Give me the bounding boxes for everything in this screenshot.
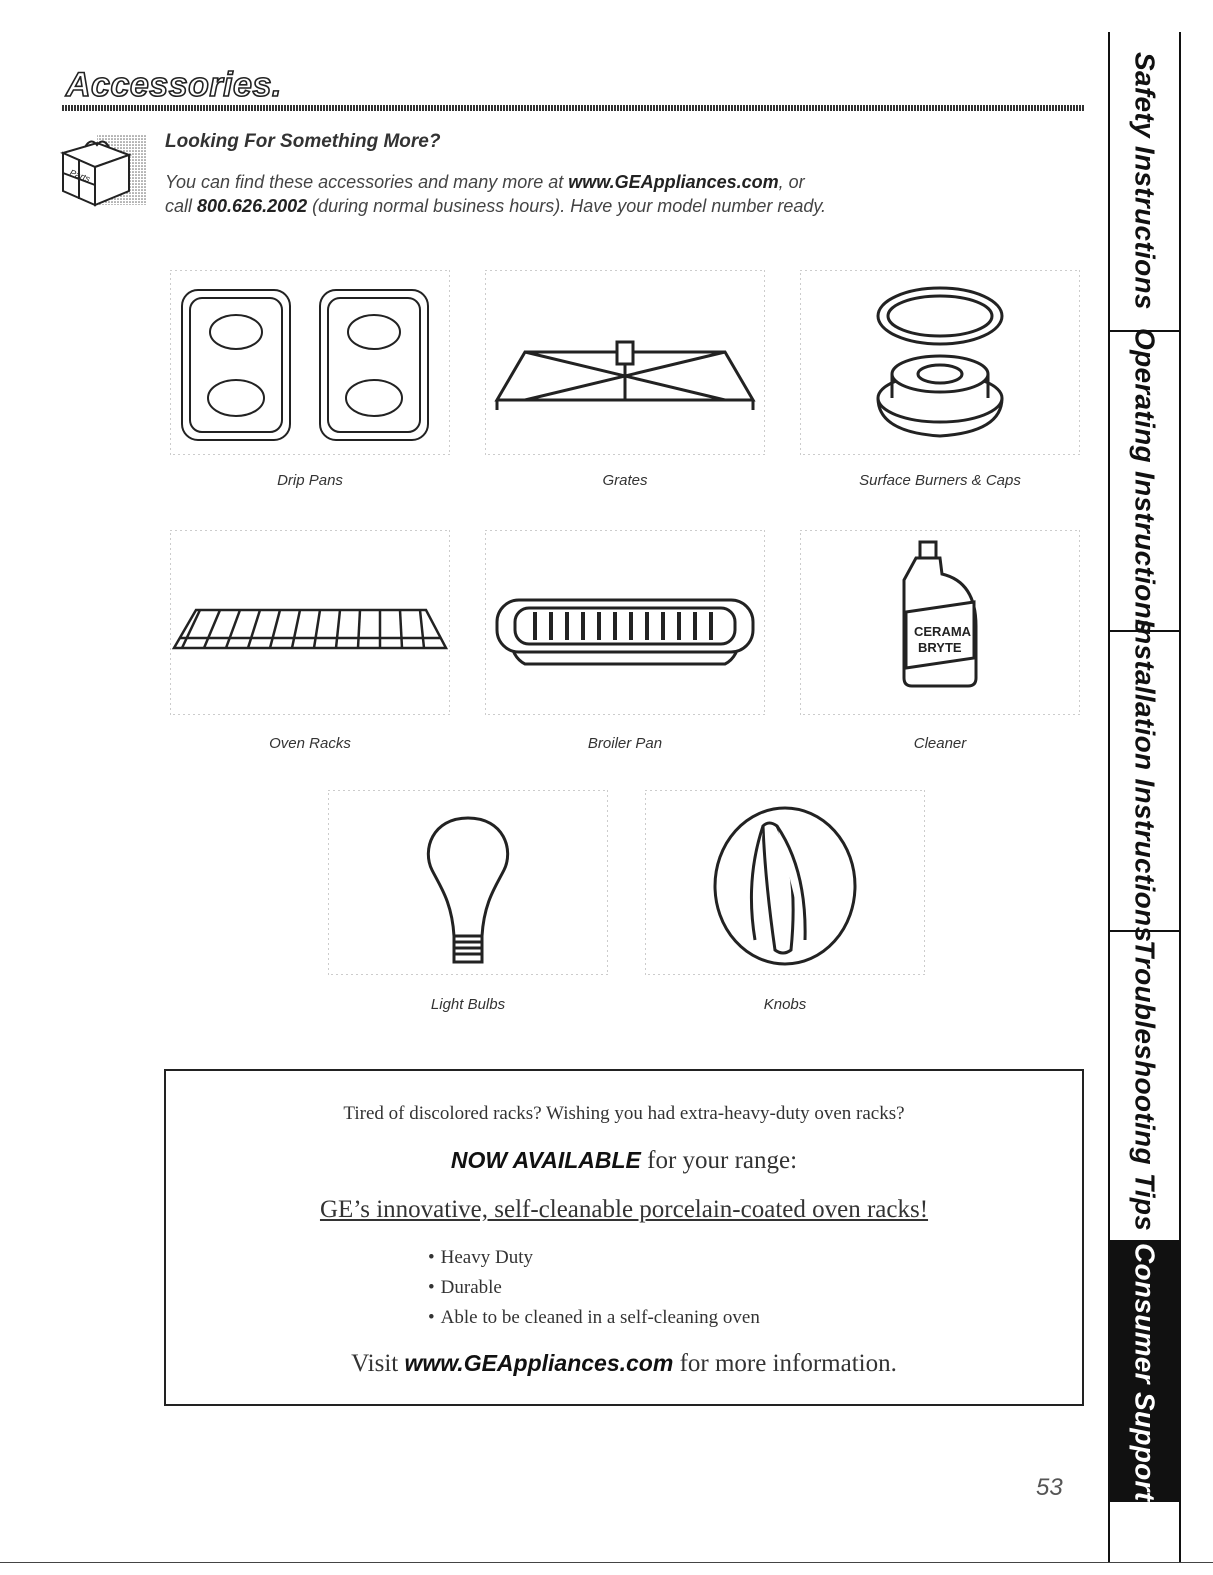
promo-website-link[interactable]: www.GEAppliances.com [404,1350,674,1376]
promo-line-4: Visit www.GEAppliances.com for more information. [351,1350,897,1377]
oven-rack-icon [170,530,450,715]
cleaner-bottle-icon [800,530,1080,715]
oven-racks-caption: Oven Racks [269,735,351,752]
section-tabs [1108,32,1181,1562]
phone-number: 800.626.2002 [197,196,308,216]
broiler-pan-card [485,530,765,715]
bullet-item: • Durable [428,1273,760,1303]
page-number: 53 [1036,1474,1063,1501]
intro-heading: Looking For Something More? [165,131,441,152]
cleaner-caption: Cleaner [913,735,967,752]
website-link[interactable]: www.GEAppliances.com [568,172,779,192]
light-bulb-icon [328,790,608,975]
parts-box-icon [57,129,149,211]
light-bulbs-card [328,790,608,975]
page-title: Accessories. [66,66,282,104]
grates-caption: Grates [602,472,648,489]
tab-installation-instructions[interactable]: Installation Instructions [1110,632,1179,932]
drip-pans-caption: Drip Pans [277,472,343,489]
broiler-pan-icon [485,530,765,715]
oven-racks-card [170,530,450,715]
svg-text:Parts: Parts [68,167,92,185]
promo-line-1: Tired of discolored racks? Wishing you had extra-heavy-duty oven racks? [343,1103,905,1124]
promo-box [164,1069,1084,1406]
knob-icon [645,790,925,975]
promo-line-3: GE’s innovative, self-cleanable porcelain-coated oven racks! [319,1196,929,1223]
grates-icon [485,270,765,455]
burners-caption: Surface Burners & Caps [859,472,1021,489]
promo-line-2: NOW AVAILABLE for your range: [450,1147,798,1174]
drip-pans-card [170,270,450,455]
tab-operating-instructions[interactable]: Operating Instructions [1110,332,1179,632]
bottom-rule [0,1562,1213,1563]
surface-burner-icon [800,270,1080,455]
svg-text:BRYTE: BRYTE [918,640,962,655]
light-bulbs-caption: Light Bulbs [430,996,506,1013]
cleaner-card [800,530,1080,715]
drip-pans-icon [170,270,450,455]
tab-troubleshooting-tips[interactable]: Troubleshooting Tips [1110,932,1179,1242]
burners-card [800,270,1080,455]
knobs-card [645,790,925,975]
tab-consumer-support[interactable]: Consumer Support [1110,1242,1179,1502]
tab-safety-instructions[interactable]: Safety Instructions [1110,32,1179,332]
promo-bullets [428,1243,760,1333]
title-rule [62,105,1084,111]
grates-card [485,270,765,455]
broiler-pan-caption: Broiler Pan [587,735,663,752]
bullet-item: • Heavy Duty [428,1243,760,1273]
intro-text: You can find these accessories and many more at www.GEAppliances.com, or call 800.626.2002 (during normal business hours). Have your model number ready. [165,172,827,216]
svg-text:CERAMA: CERAMA [914,624,972,639]
bullet-item: • Able to be cleaned in a self-cleaning oven [428,1303,760,1333]
knobs-caption: Knobs [763,996,807,1013]
